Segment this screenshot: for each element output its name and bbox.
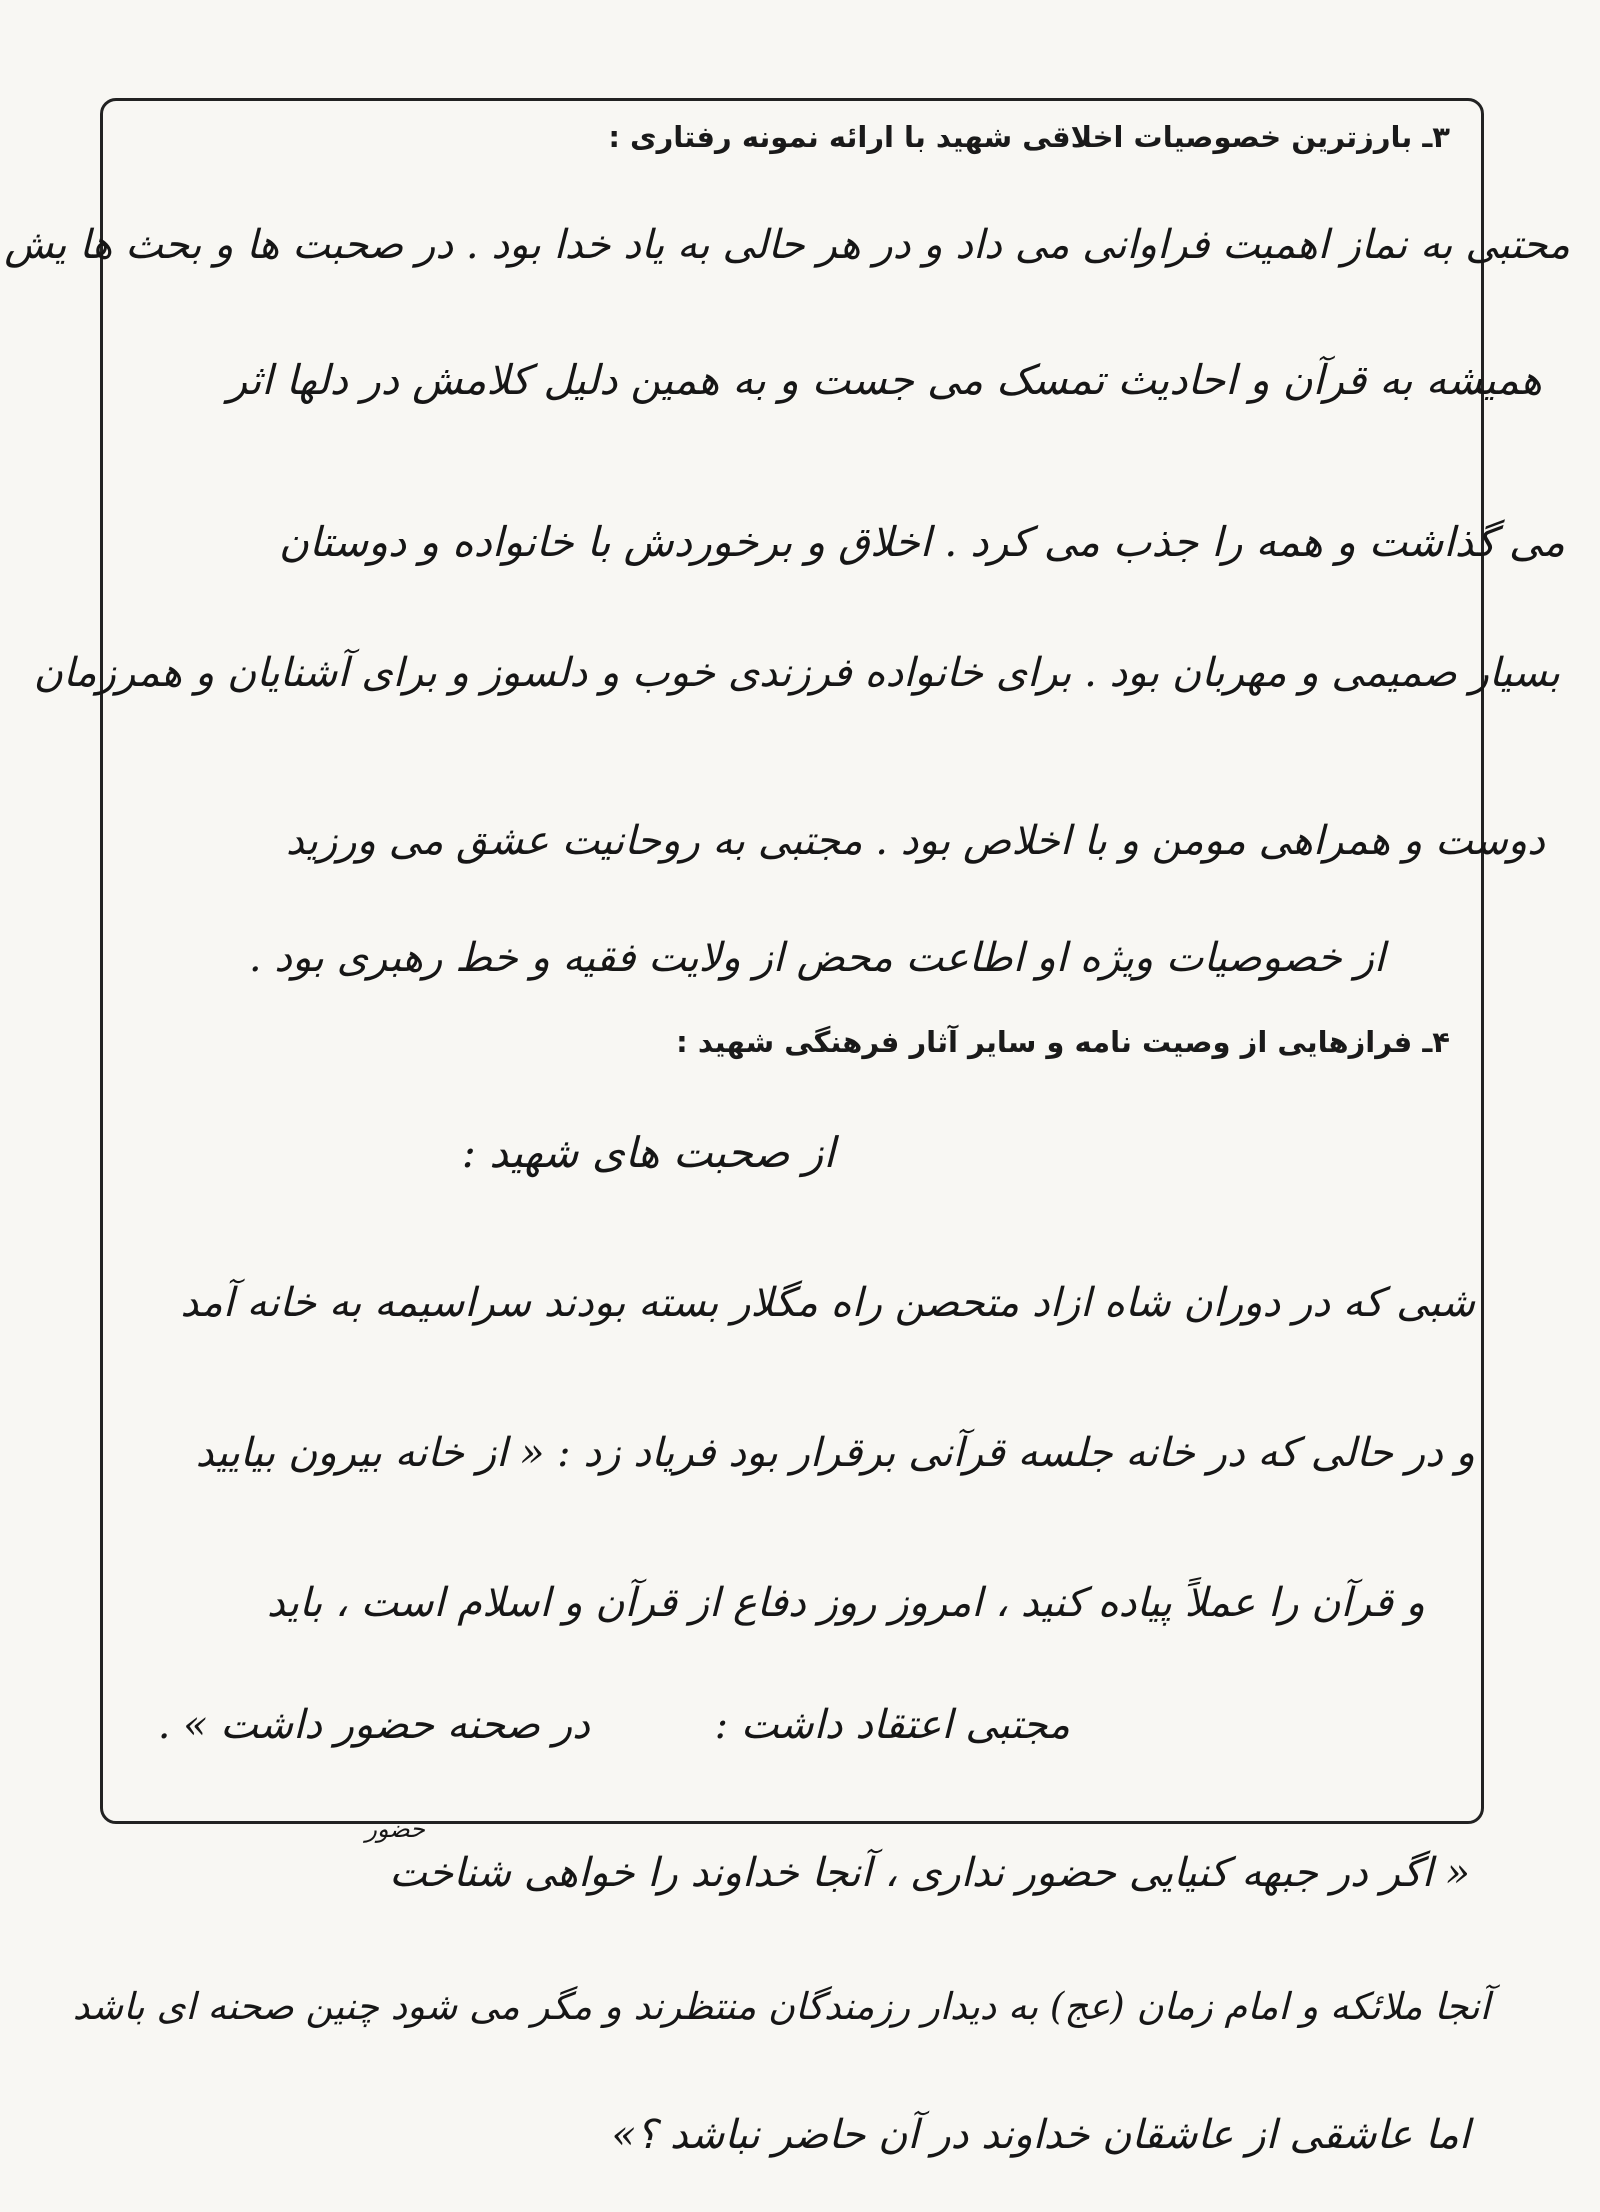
section-3-line-6: از خصوصیات ویژه او اطاعت محض از ولایت فقیه و خط رهبری بود . bbox=[248, 935, 1385, 981]
section-4-subheading: از صحبت های شهید : bbox=[461, 1128, 835, 1177]
section-4-line-7: آنجا ملائکه و امام زمان (عج) به دیدار رزمندگان منتظرند و مگر می شود چنین صحنه ای باشد bbox=[72, 1985, 1490, 2028]
section-4-line-3: و قرآن را عملاً پیاده کنید ، امروز روز دفاع از قرآن و اسلام است ، باید bbox=[266, 1580, 1425, 1626]
section-3-line-1: محتبی به نماز اهمیت فراوانی می داد و در هر حالی به یاد خدا بود . در صحبت ها و بحث ها یش bbox=[4, 222, 1570, 268]
section-3-line-4: بسیار صمیمی و مهربان بود . برای خانواده فرزندی خوب و دلسوز و برای آشنایان و همرزمان bbox=[33, 650, 1560, 696]
section-4-line-6: « اگر در جبهه کنیایی حضور نداری ، آنجا خداوند را خواهی شناخت bbox=[389, 1850, 1470, 1896]
section-3-line-2: همیشه به قرآن و احادیث تمسک می جست و به همین دلیل کلامش در دلها اثر bbox=[227, 356, 1542, 404]
section-4-line-5: مجتبی اعتقاد داشت : bbox=[714, 1702, 1070, 1748]
section-3-heading: ۳ـ بارزترین خصوصیات اخلاقی شهید با ارائه نمونه رفتاری : bbox=[608, 120, 1450, 154]
section-3-line-3: می گذاشت و همه را جذب می کرد . اخلاق و برخوردش با خانواده و دوستان bbox=[278, 518, 1565, 566]
section-4-line-8: اما عاشقی از عاشقان خداوند در آن حاضر نباشد ؟» bbox=[611, 2112, 1470, 2158]
interlinear-note: حضور bbox=[365, 1815, 425, 1843]
section-4-heading: ۴ـ فرازهایی از وصیت نامه و سایر آثار فرهنگی شهید : bbox=[676, 1025, 1450, 1059]
section-4-line-4: در صحنه حضور داشت » . bbox=[157, 1702, 590, 1748]
section-4-line-1: شبی که در دوران شاه ازاد متحصن راه مگلار بسته بودند سراسیمه به خانه آمد bbox=[180, 1280, 1475, 1326]
section-4-line-2: و در حالی که در خانه جلسه قرآنی برقرار بود فریاد زد : « از خانه بیرون بیایید bbox=[195, 1430, 1475, 1476]
section-3-line-5: دوست و همراهی مومن و با اخلاص بود . مجتبی به روحانیت عشق می ورزید bbox=[285, 818, 1545, 864]
